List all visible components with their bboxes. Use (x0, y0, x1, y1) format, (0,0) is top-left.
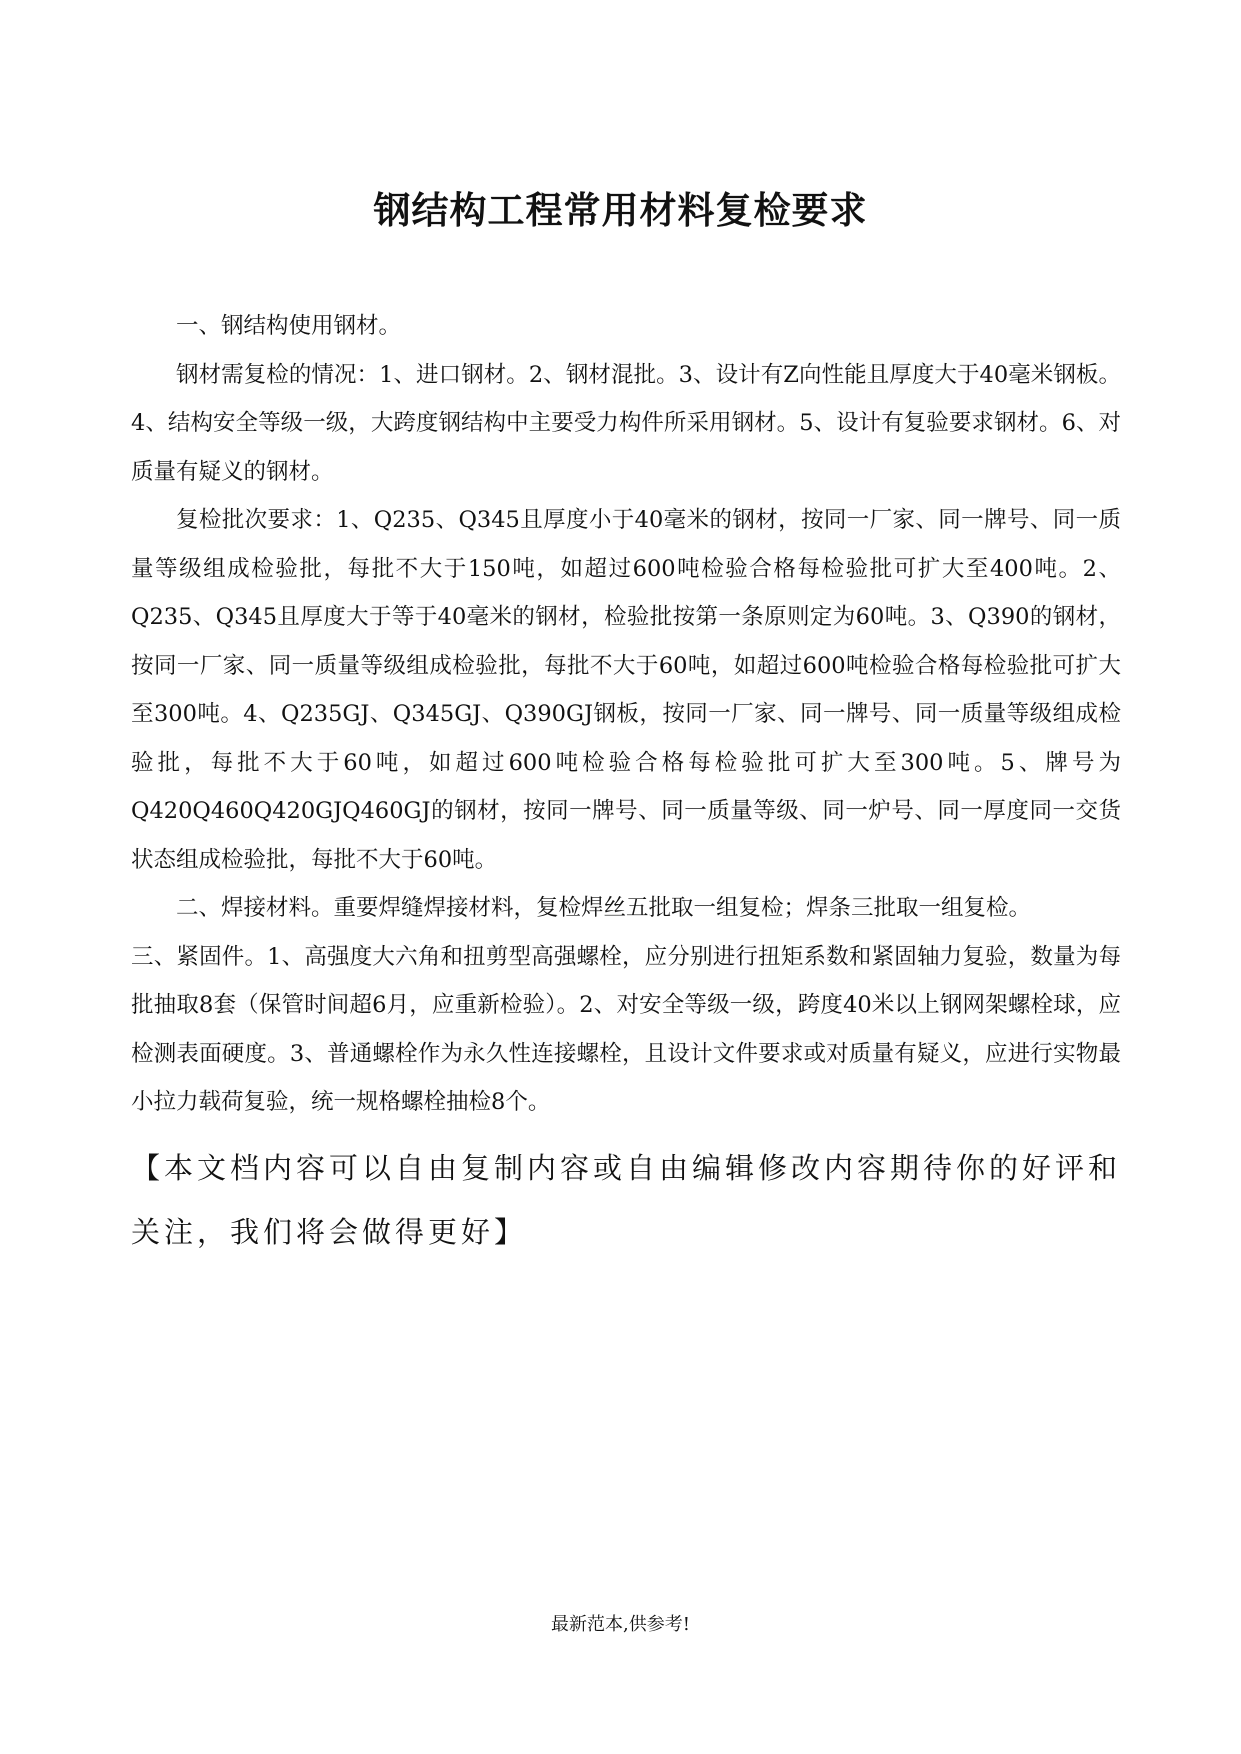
paragraph-fasteners: 三、紧固件。1、高强度大六角和扭剪型高强螺栓，应分别进行扭矩系数和紧固轴力复验，数量为每批抽取8套（保管时间超6月，应重新检验）。2、对安全等级一级，跨度40米以上钢网架螺栓球，应检测表面硬度。3、普通螺栓作为永久性连接螺栓，且设计文件要求或对质量有疑义，应进行实物最小拉力载荷复验，统一规格螺栓抽检8个。 (131, 943, 1121, 1115)
page-title: 钢结构工程常用材料复检要求 (373, 188, 868, 232)
page-footer: 最新范本,供参考! (551, 1614, 690, 1635)
document-body (131, 302, 1121, 1127)
editable-notice: 【本文档内容可以自由复制内容或自由编辑修改内容期待你的好评和关注，我们将会做得更好】 (131, 1151, 1122, 1249)
paragraph-welding-materials: 二、焊接材料。重要焊缝焊接材料，复检焊丝五批取一组复检；焊条三批取一组复检。 (176, 895, 1032, 921)
section-heading-steel: 一、钢结构使用钢材。 (176, 313, 402, 339)
paragraph-recheck-conditions: 钢材需复检的情况：1、进口钢材。2、钢材混批。3、设计有Z向性能且厚度大于40毫米钢板。4、结构安全等级一级，大跨度钢结构中主要受力构件所采用钢材。5、设计有复验要求钢材。6、对质量有疑义的钢材。 (131, 361, 1121, 485)
paragraph-batch-requirements: 复检批次要求：1、Q235、Q345且厚度小于40毫米的钢材，按同一厂家、同一牌号、同一质量等级组成检验批，每批不大于150吨，如超过600吨检验合格每检验批可扩大至400吨。2、Q235、Q345且厚度大于等于40毫米的钢材，检验批按第一条原则定为60吨。3、Q390的钢材，按同一厂家、同一质量等级组成检验批，每批不大于60吨，如超过600吨检验合格每检验批可扩大至300吨。4、Q235GJ、Q345GJ、Q390GJ钢板，按同一厂家、同一牌号、同一质量等级组成检验批，每批不大于60吨，如超过600吨检验合格每检验批可扩大至300吨。5、牌号为Q420Q460Q420GJQ460GJ的钢材，按同一牌号、同一质量等级、同一炉号、同一厚度同一交货状态组成检验批，每批不大于60吨。 (131, 507, 1121, 873)
